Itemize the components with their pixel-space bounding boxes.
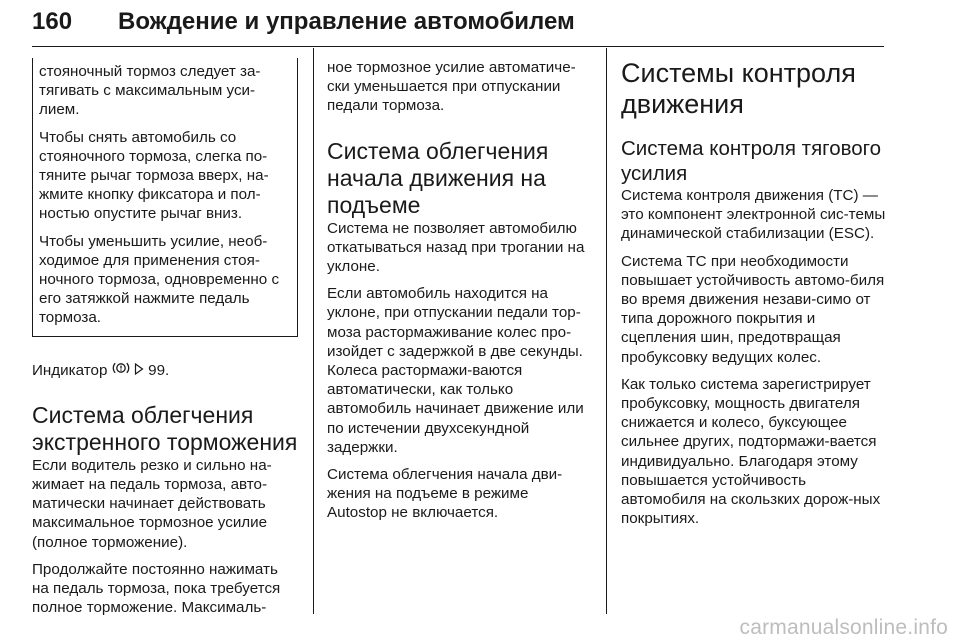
column-divider <box>313 48 314 614</box>
page-header <box>32 8 884 48</box>
paragraph: Система не позволяет автомобилю откатываться назад при трогании на уклоне. <box>327 219 585 276</box>
column-2 <box>327 58 591 523</box>
page-reference-arrow-icon <box>134 361 144 380</box>
indicator-reference <box>32 361 298 380</box>
column-1 <box>32 58 298 617</box>
watermark-link[interactable]: carmanualsonline.info <box>739 616 948 639</box>
brake-warning-icon <box>112 361 130 380</box>
indicator-label: Индикатор <box>32 361 108 379</box>
running-title: Вождение и управление автомобилем <box>118 8 575 35</box>
paragraph: Как только система зарегистрирует пробуксовку, мощность двигателя снижается и колесо, буксующее сильнее других, подтормажи-вается индивидуально. Благодаря этому повышается устойчивость автомобиля на скользких дорож-ных покрытиях. <box>621 375 881 528</box>
section-heading: Система облегчения начала движения на подъеме <box>327 137 549 218</box>
paragraph: Система облегчения начала дви-жения на подъеме в режиме Autostop не включается. <box>327 466 563 522</box>
page-number: 160 <box>32 8 73 35</box>
subsection-heading: Система контроля тягового усилия <box>621 137 882 185</box>
paragraph: Чтобы уменьшить усилие, необ-ходимое для применения стоя-ночного тормоза, одновременно с его затяжкой нажмите педаль тормоза. <box>39 232 280 327</box>
section-heading: Система облегчения экстренного торможения <box>32 401 298 455</box>
column-divider <box>606 48 607 614</box>
paragraph: Система TC при необходимости повышает устойчивость автомо-биля во время движения незави-симо от типа дорожного покрытия и сцепления шин, предотвращая пробуксовку ведущих колес. <box>621 252 885 366</box>
paragraph: ное тормозное усилие автоматиче-ски уменьшается при отпускании педали тормоза. <box>327 59 576 115</box>
indicator-ref-page: 99. <box>148 361 170 379</box>
header-rule <box>32 46 884 47</box>
chapter-heading: Системы контроля движения <box>621 58 856 119</box>
continued-box <box>32 58 298 337</box>
paragraph: Система контроля движения (TC) — это компонент электронной сис-темы динамической стабилизации (ESC). <box>621 187 886 243</box>
paragraph: Продолжайте постоянно нажимать на педаль тормоза, пока требуется полное торможение. Максималь- <box>32 560 281 617</box>
paragraph: Если водитель резко и сильно на-жимает на педаль тормоза, авто-матически начинает действовать максимальное тормозное усилие (полное торможение). <box>32 456 272 551</box>
column-3 <box>621 58 887 528</box>
paragraph: Если автомобиль находится на уклоне, при отпускании педали тор-моза растормаживание колес про-изойдет с задержкой в две секунды. Колеса растормажи-ваются автоматически, как только автомобиль начинает движение или по истечении двухсекундной задержки. <box>327 285 584 456</box>
paragraph: Чтобы снять автомобиль со стояночного тормоза, слегка по-тяните рычаг тормоза вверх, на-жмите кнопку фиксатора и пол-ностью опустите рычаг вниз. <box>39 128 269 223</box>
paragraph: стояночный тормоз следует за-тягивать с максимальным уси-лием. <box>39 63 261 119</box>
